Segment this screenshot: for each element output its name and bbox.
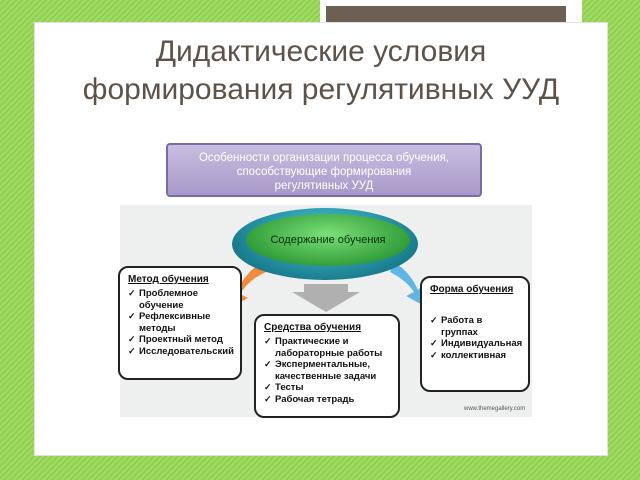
- method-item: ✓ Рефлексивные методы: [128, 311, 232, 334]
- means-heading: Средства обучения: [264, 322, 362, 333]
- title-line-1: Дидактические условия: [155, 35, 487, 68]
- form-item: ✓ коллективная: [430, 350, 520, 362]
- form-heading: Форма обучения: [430, 284, 514, 295]
- method-item: ✓ Проектный метод: [128, 334, 232, 346]
- form-box: [420, 276, 530, 392]
- title-line-2: формирования регулятивных УУД: [82, 73, 560, 106]
- means-item: ✓ Эксперментальные, качественные задачи: [264, 359, 390, 382]
- means-item: ✓ Рабочая тетрадь: [264, 394, 390, 406]
- method-box: [118, 266, 242, 380]
- conditions-line-1: Особенности организации процесса обучения,: [198, 152, 450, 164]
- conditions-line-3: регулятивных УУД: [274, 180, 374, 192]
- credit-text: www.themegallery.com: [464, 406, 526, 412]
- form-item: ✓ Индивидуальная: [430, 338, 520, 350]
- conditions-line-2: способствующие формирования: [236, 166, 412, 178]
- means-item: ✓ Тесты: [264, 382, 390, 394]
- method-item: ✓ Исследовательский: [128, 346, 232, 358]
- means-item: ✓ Практические и лабораторные работы: [264, 336, 390, 359]
- content-ellipse: Содержание обучения: [246, 214, 410, 266]
- means-box: [254, 314, 400, 418]
- arrow-down-gray: [292, 284, 360, 312]
- form-item: ✓ Работа в группах: [430, 315, 520, 338]
- method-item: ✓ Проблемное обучение: [128, 288, 232, 311]
- method-heading: Метод обучения: [128, 274, 209, 285]
